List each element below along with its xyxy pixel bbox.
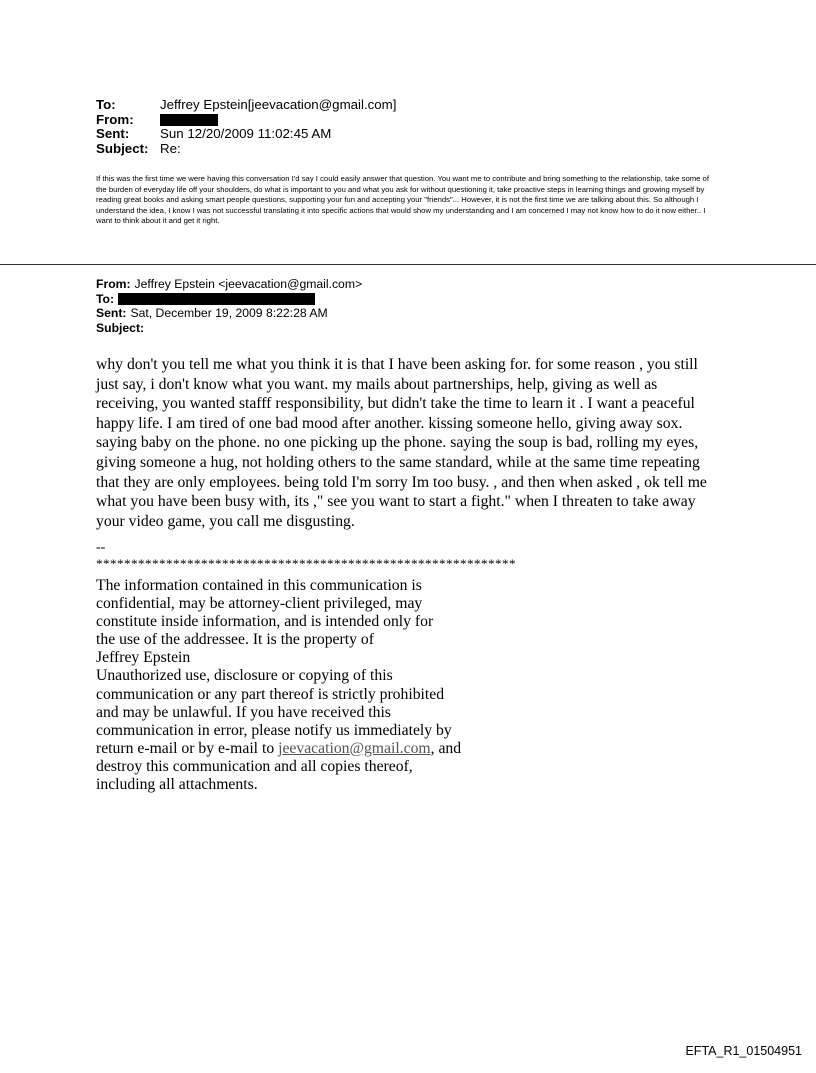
quoted-sent-label: Sent: [96, 306, 127, 320]
redaction-bar [160, 114, 218, 126]
quoted-sent-value: Sat, December 19, 2009 8:22:28 AM [130, 306, 328, 320]
reply-text: If this was the first time we were having this conversation I'd say I could easily answer that question. You want me to contribute and bring something to the relationship, take some of the burden of everyday life off your shoulders, do what is important to you and what you ask for without questioning it, take proactive steps in learning things and growing myself by reading great books and asking smart people questions, supporting your fun and accepting your "friends"... However, it is not the first time we are talking about this. So although I understand the idea, I know I was not successful translating it into specific actions that would show my understanding and I am concerned I may not know how to do it now either.. I want to think about it and get it right. [96, 174, 709, 226]
disclaimer-link-line [96, 740, 516, 758]
link-suffix: , and [430, 739, 462, 757]
quoted-from-row [96, 277, 362, 292]
divider [0, 264, 816, 265]
email-header [96, 98, 396, 156]
reply-body [96, 174, 716, 227]
disclaimer-line: the use of the addressee. It is the property of [96, 631, 374, 649]
disclaimer-line: Jeffrey Epstein [96, 649, 191, 667]
sent-label: Sent: [96, 126, 130, 141]
quoted-from-label: From: [96, 277, 131, 291]
document-id: EFTA_R1_01504951 [685, 1044, 802, 1058]
subject-label: Subject: [96, 140, 149, 156]
quoted-header [96, 277, 362, 335]
disclaimer-line: including all attachments. [96, 776, 258, 794]
disclaimer-line: destroy this communication and all copies thereof, [96, 757, 413, 775]
to-label: To: [96, 97, 116, 112]
to-row [96, 98, 396, 113]
disclaimer-line: Unauthorized use, disclosure or copying of this [96, 667, 393, 685]
quoted-to-label: To: [96, 291, 115, 306]
from-row [96, 113, 396, 128]
quoted-body [96, 355, 721, 531]
redaction-bar [118, 293, 315, 305]
email-link[interactable]: jeevacation@gmail.com [278, 739, 431, 757]
quoted-from-value: Jeffrey Epstein <jeevacation@gmail.com> [134, 277, 363, 291]
disclaimer-line: The information contained in this communication is [96, 577, 422, 594]
quoted-sent-row [96, 306, 362, 321]
sent-row [96, 127, 396, 142]
subject-row [96, 142, 396, 157]
quoted-subject-row [96, 321, 362, 336]
link-prefix: return e-mail or by e-mail to [96, 739, 279, 757]
sent-value: Sun 12/20/2009 11:02:45 AM [160, 126, 332, 141]
to-value: Jeffrey Epstein[jeevacation@gmail.com] [160, 97, 397, 112]
quoted-text: why don't you tell me what you think it is that I have been asking for. for some reason , you still just say, i don't know what you want. my mails about partnerships, help, giving as well as receiving, you wanted stafff responsibility, but didn't take the time to learn it . I want a peaceful happy life. I am tired of one bad mood after another. kissing someone hello, giving away sox. saying baby on the phone. no one picking up the phone. saying the soup is bad, rolling my eyes, giving someone a hug, not holding others to the same standard, while at the same time repeating that they are only employees. being told I'm sorry Im too busy. , and then when asked , ok tell me what you have been busy with, its ," see you want to start a fight." when I threaten to take away your video game, you call me disgusting. [96, 356, 707, 530]
disclaimer-line: confidential, may be attorney-client privileged, may [96, 595, 423, 613]
quoted-to-row [96, 292, 362, 307]
subject-value: Re: [160, 140, 181, 156]
signature-stars: ************************************************************ [96, 556, 516, 571]
disclaimer-line: communication in error, please notify us immediately by [96, 721, 452, 739]
signature-separator: -- [96, 540, 106, 555]
disclaimer-line: communication or any part thereof is strictly prohibited [96, 685, 445, 703]
from-label: From: [96, 111, 134, 127]
disclaimer-line: constitute inside information, and is intended only for [96, 613, 434, 631]
disclaimer-line: and may be unlawful. If you have received this [96, 703, 391, 721]
quoted-subject-label: Subject: [96, 320, 145, 335]
confidentiality-disclaimer [96, 577, 516, 794]
